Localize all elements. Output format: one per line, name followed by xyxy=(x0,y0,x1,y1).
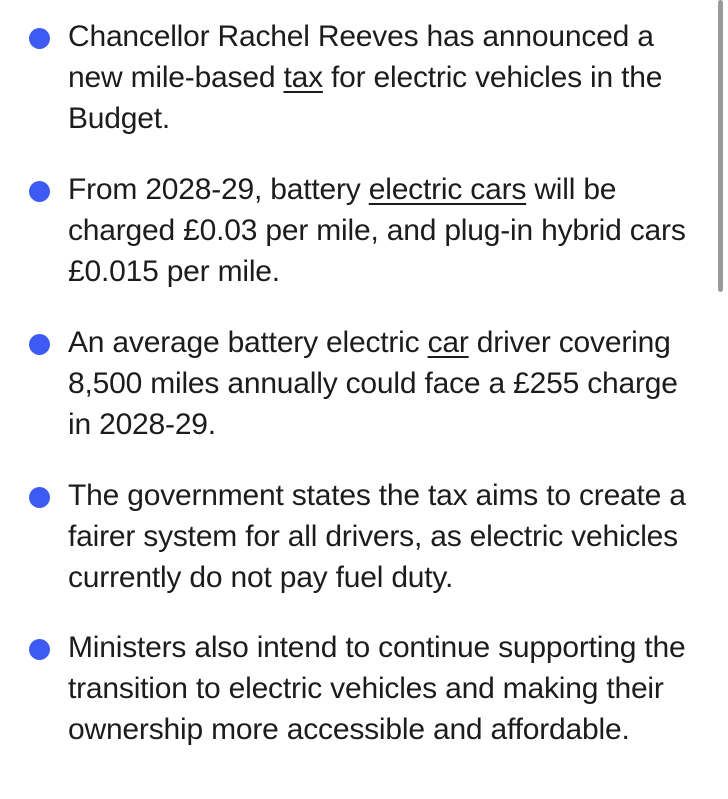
bullet-text-after: will be charged £0.03 per mile, and plug-in hybrid cars £0.015 per mile. xyxy=(68,173,686,288)
bullet-dot-icon xyxy=(29,28,50,49)
tax-link[interactable]: tax xyxy=(283,61,323,94)
bullet-text-after: for electric vehicles in the Budget. xyxy=(68,61,663,135)
bullet-text: Ministers also intend to continue supporting the transition to electric vehicles and making their ownership more accessible and affordable. xyxy=(68,631,686,746)
bullet-text xyxy=(68,16,708,139)
bullet-text-before: An average battery electric xyxy=(68,326,428,359)
bullet-text: The government states the tax aims to create a fairer system for all drivers, as electric vehicles currently do not pay fuel duty. xyxy=(68,479,686,594)
bullet-text xyxy=(68,169,708,292)
bullet-dot-icon xyxy=(29,334,50,355)
bullet-text xyxy=(68,322,708,445)
bullet-dot-icon xyxy=(29,487,50,508)
bullet-text-before: From 2028-29, battery xyxy=(68,173,369,206)
bullet-text-before: Chancellor Rachel Reeves has announced a new mile-based xyxy=(68,20,654,94)
electric-cars-link[interactable]: electric cars xyxy=(368,173,527,206)
bullet-dot-icon xyxy=(29,639,50,660)
car-link[interactable]: car xyxy=(427,326,469,359)
bullet-dot-icon xyxy=(29,181,50,202)
vertical-scrollbar[interactable] xyxy=(718,0,723,292)
bullet-text-after: driver covering 8,500 miles annually could face a £255 charge in 2028-29. xyxy=(68,326,678,441)
